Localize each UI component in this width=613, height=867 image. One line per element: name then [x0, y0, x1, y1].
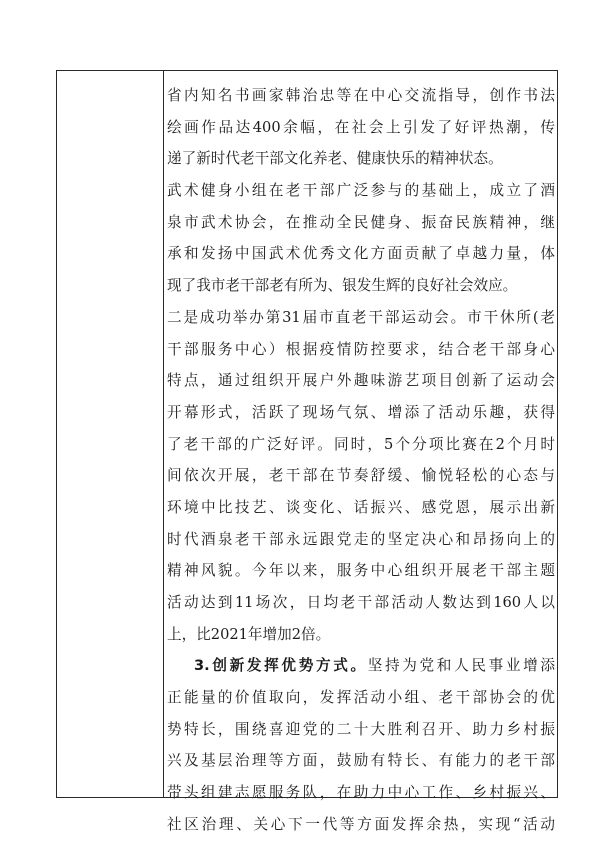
text-line: 递了新时代老干部文化养老、健康快乐的精神状态。	[167, 150, 503, 168]
document-table	[56, 70, 558, 833]
text-line: 活动达到11场次，日均老干部活动人数达到160人以	[167, 594, 555, 611]
text-line: 特点，通过组织开展户外趣味游艺项目创新了运动会	[167, 372, 555, 390]
text-line: 精神风貌。今年以来，服务中心组织开展老干部主题	[167, 562, 555, 580]
section-3-first-line	[167, 650, 555, 682]
text-line: 泉市武术协会，在推动全民健身、振奋民族精神，继	[167, 213, 555, 231]
text-line: 省内知名书画家韩治忠等在中心交流指导，创作书法	[167, 87, 555, 104]
table-content-cell	[167, 71, 555, 841]
text-line: 现了我市老干部老有所为、银发生辉的良好社会效应。	[167, 277, 518, 295]
text-line: 开幕形式，活跃了现场气氛、增添了活动乐趣，获得	[167, 403, 555, 421]
section-3-heading: 3.创新发挥优势方式。	[194, 657, 368, 675]
text-line: 绘画作品达400余幅，在社会上引发了好评热潮，传	[167, 118, 555, 136]
text-line: 社区治理、关心下一代等方面发挥余热，实现“活动	[167, 815, 555, 833]
text-line: 带头组建志愿服务队，在助力中心工作、乡村振兴、	[167, 784, 555, 802]
text-line: 二是成功举办第31届市直老干部运动会。市干休所(老	[167, 308, 555, 326]
text-line: 兴及基层治理等方面，鼓励有特长、有能力的老干部	[167, 752, 555, 770]
text-line: 武术健身小组在老干部广泛参与的基础上，成立了酒	[167, 182, 555, 200]
text-line: 正能量的价值取向，发挥活动小组、老干部协会的优	[167, 689, 555, 707]
text-line: 环境中比技艺、谈变化、话振兴、感党恩，展示出新	[167, 498, 555, 516]
text-line: 干部服务中心）根据疫情防控要求，结合老干部身心	[167, 340, 555, 358]
text-line: 了老干部的广泛好评。同时，5个分项比赛在2个月时	[167, 435, 555, 453]
text-line: 承和发扬中国武术优秀文化方面贡献了卓越力量，体	[167, 245, 555, 263]
text-line: 时代酒泉老干部永远跟党走的坚定决心和昂扬向上的	[167, 530, 555, 548]
table-column-divider	[163, 71, 164, 797]
section-3-first-line-text: 坚持为党和人民事业增添	[367, 657, 555, 675]
text-line: 势特长，围绕喜迎党的二十大胜利召开、助力乡村振	[167, 720, 555, 738]
text-line: 上，比2021年增加2倍。	[167, 625, 331, 643]
text-line: 间依次开展，老干部在节奏舒缓、愉悦轻松的心态与	[167, 467, 555, 485]
